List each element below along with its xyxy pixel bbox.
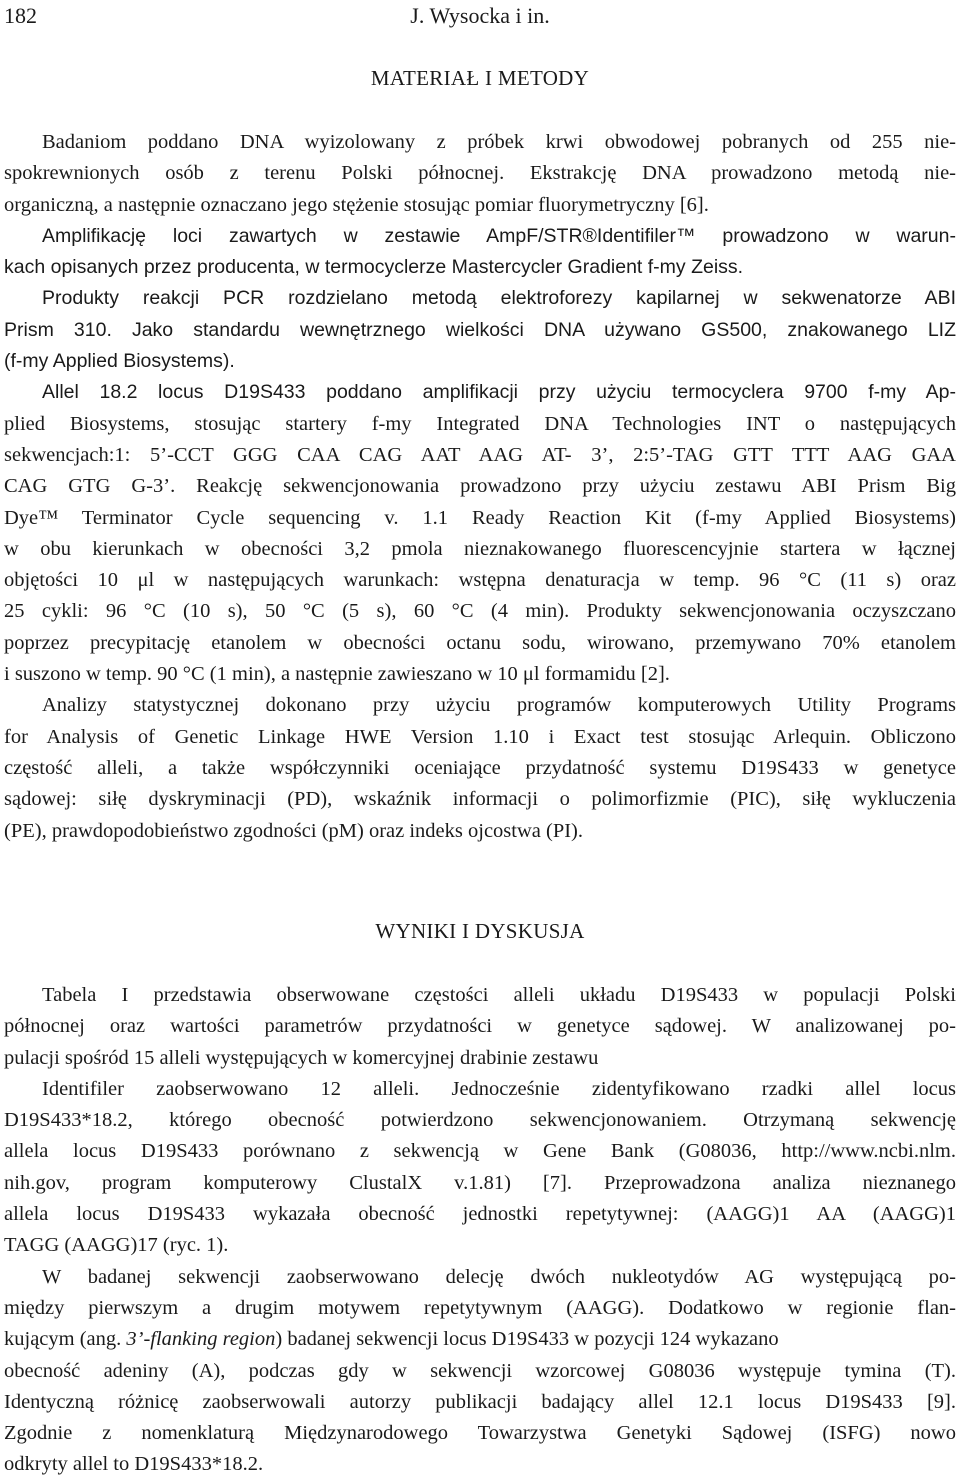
running-author: J. Wysocka i in. — [410, 3, 550, 28]
text-line: 25 cykli: 96 °C (10 s), 50 °C (5 s), 60 °C (4 min). Produkty sekwencjonowania oczyszczano — [4, 600, 956, 623]
text-line: Identyczną różnicę zaobserwowali autorzy publikacji badający allel 12.1 locus D19S433 [9]. — [4, 1390, 956, 1413]
section-heading-results: WYNIKI I DYSKUSJA — [375, 919, 585, 943]
text-line: sekwencjach:1: 5’-CCT GGG CAA CAG AAT AAG AT- 3’, 2:5’-TAG GTT TTT AAG GAA — [4, 443, 956, 466]
running-header — [4, 3, 956, 33]
text-line: (f-my Applied Biosystems). — [4, 350, 235, 373]
text-line: Badaniom poddano DNA wyizolowany z próbek krwi obwodowej pobranych od 255 nie- — [42, 131, 956, 153]
text-line: obecność adeniny (A), podczas gdy w sekwencji wzorcowej G08036 występuje tymina (T). — [4, 1359, 956, 1382]
text-line: odkryty allel to D19S433*18.2. — [4, 1453, 264, 1476]
text-line: (PE), prawdopodobieństwo zgodności (pM) oraz indeks ojcostwa (PI). — [4, 819, 584, 842]
text-line: Tabela I przedstawia obserwowane częstości alleli układu D19S433 w populacji Polski — [42, 984, 956, 1006]
text-line: objętości 10 μl w następujących warunkach: wstępna denaturacja w temp. 96 °C (11 s) oraz — [4, 569, 956, 592]
text-line: Allel 18.2 locus D19S433 poddano amplifikacji przy użyciu termocyclera 9700 f-my Ap- — [42, 381, 956, 404]
text-line: allela locus D19S433 wykazała obecność jednostki repetytywnej: (AAGG)1 AA (AAGG)1 — [4, 1203, 956, 1226]
text-line: CAG GTG G-3’. Reakcję sekwencjonowania prowadzono przy użyciu zestawu ABI Prism Big — [4, 475, 956, 498]
text-line: nih.gov, program komputerowy ClustalX v.1.81) [7]. Przeprowadzona analiza nieznanego — [4, 1171, 956, 1194]
page-number: 182 — [4, 3, 37, 28]
text-line — [4, 1324, 956, 1355]
text-line: kach opisanych przez producenta, w termocyclerze Mastercycler Gradient f-my Zeiss. — [4, 256, 744, 279]
methods-body — [4, 127, 956, 847]
text-line: plied Biosystems, stosując startery f-my Integrated DNA Technologies INT o następujących — [4, 412, 956, 435]
text-line: między pierwszym a drugim motywem repetytywnym (AAGG). Dodatkowo w regionie flan- — [4, 1296, 956, 1319]
text-line: Prism 310. Jako standardu wewnętrznego wielkości DNA używano GS500, znakowanego LIZ — [4, 318, 956, 341]
text-run: kującym (ang. — [4, 1328, 127, 1351]
text-line: Amplifikację loci zawartych w zestawie AmpF/STR®Identifiler™ prowadzono w warun- — [42, 224, 956, 247]
text-line: w obu kierunkach w obecności 3,2 pmola nieznakowanego fluorescencyjnie startera w łącznej — [4, 537, 956, 560]
text-line: i suszono w temp. 90 °C (1 min), a następnie zawieszano w 10 μl formamidu [2]. — [4, 663, 670, 686]
text-line: Produkty reakcji PCR rozdzielano metodą elektroforezy kapilarnej w sekwenatorze ABI — [42, 287, 956, 310]
text-line: spokrewnionych osób z terenu Polski północnej. Ekstrakcję DNA prowadzono metodą nie- — [4, 162, 956, 185]
text-line: W badanej sekwencji zaobserwowano delecję dwóch nukleotydów AG występującą po- — [42, 1265, 956, 1288]
text-line: północnej oraz wartości parametrów przydatności w genetyce sądowej. W analizowanej po- — [4, 1015, 956, 1038]
text-run: ) badanej sekwencji locus D19S433 w pozycji 124 wykazano — [275, 1328, 779, 1351]
text-line: TAGG (AAGG)17 (ryc. 1). — [4, 1234, 229, 1257]
text-line: Identifiler zaobserwowano 12 alleli. Jednocześnie zidentyfikowano rzadki allel locus — [42, 1077, 956, 1100]
text-line: organiczną, a następnie oznaczano jego stężenie stosując pomiar fluorymetryczny [6]. — [4, 193, 709, 216]
italic-term: 3’-flanking region — [126, 1328, 276, 1351]
text-line: Zgodnie z nomenklaturą Międzynarodowego Towarzystwa Genetyki Sądowej (ISFG) nowo — [4, 1422, 956, 1445]
text-line: poprzez precypitację etanolem w obecności octanu sodu, wirowano, przemywano 70% etanolem — [4, 631, 956, 654]
text-line: pulacji spośród 15 alleli występujących w komercyjnej drabinie zestawu — [4, 1046, 599, 1069]
results-body — [4, 980, 956, 1481]
text-line: Dye™ Terminator Cycle sequencing v. 1.1 Ready Reaction Kit (f-my Applied Biosystems) — [4, 506, 956, 529]
text-line: częstość alleli, a także współczynniki oceniające przydatność systemu D19S433 w genetyce — [4, 756, 956, 779]
text-line: Analizy statystycznej dokonano przy użyciu programów komputerowych Utility Programs — [42, 694, 956, 717]
text-line: D19S433*18.2, którego obecność potwierdzono sekwencjonowaniem. Otrzymaną sekwencję — [4, 1109, 956, 1132]
text-line: for Analysis of Genetic Linkage HWE Version 1.10 i Exact test stosując Arlequin. Obliczono — [4, 725, 956, 748]
text-line: sądowej: siłę dyskryminacji (PD), wskaźnik informacji o polimorfizmie (PIC), siłę wykluczenia — [4, 788, 956, 811]
document-page — [4, 0, 956, 1484]
section-heading-methods: MATERIAŁ I METODY — [370, 66, 590, 90]
text-line: allela locus D19S433 porównano z sekwencją w Gene Bank (G08036, http://www.ncbi.nlm. — [4, 1140, 956, 1163]
